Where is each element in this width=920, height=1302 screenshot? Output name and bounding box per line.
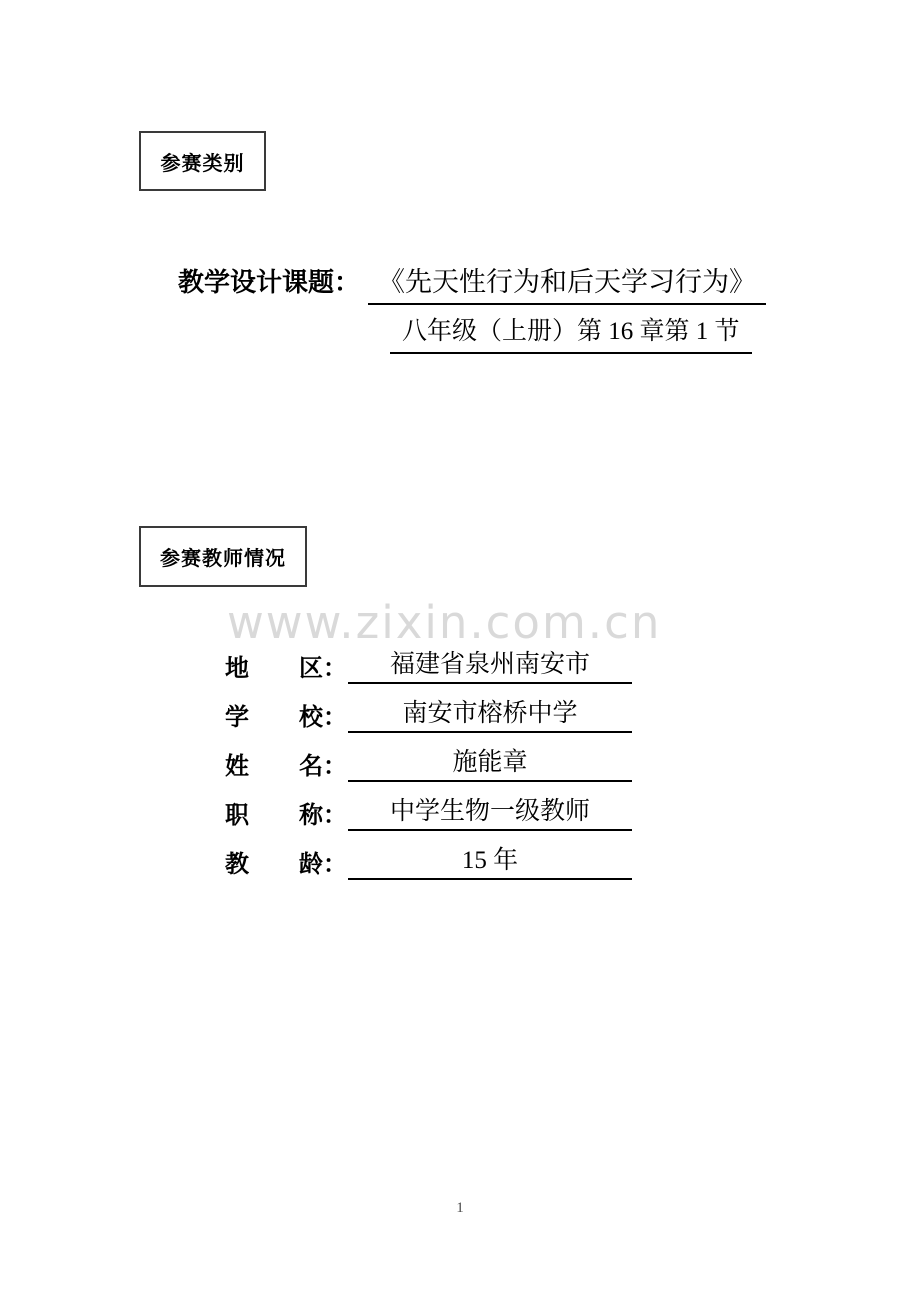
- title-label: 教学设计课题：: [178, 267, 361, 297]
- form-row-title-rank: [225, 793, 635, 831]
- form-value-school: 南安市榕桥中学: [348, 695, 632, 733]
- form-label-name-char2: 名：: [299, 752, 347, 780]
- form-label-region-char2: 区：: [299, 654, 347, 682]
- form-label-teaching-years: [225, 842, 347, 880]
- title-subtitle: 八年级（上册）第 16 章第 1 节: [390, 311, 752, 354]
- teacher-info-box: [139, 526, 307, 587]
- form-label-name-char1: 姓: [225, 752, 249, 780]
- watermark-text: www.zixin.com.cn: [227, 596, 662, 649]
- form-value-region: 福建省泉州南安市: [348, 646, 632, 684]
- title-line: [178, 260, 766, 305]
- teacher-info-box-label: 参赛教师情况: [160, 548, 286, 570]
- form-value-name: 施能章: [348, 744, 632, 782]
- category-box: [139, 131, 266, 191]
- form-label-school-char2: 校：: [299, 703, 347, 731]
- page-number: 1: [456, 1200, 464, 1216]
- form-label-teaching-years-char2: 龄：: [299, 850, 347, 878]
- form-label-name: [225, 744, 347, 782]
- form-label-title-rank-char2: 称：: [299, 801, 347, 829]
- form-label-region-char1: 地: [225, 654, 249, 682]
- form-label-title-rank-char1: 职: [225, 801, 249, 829]
- form-label-school: [225, 695, 347, 733]
- form-row-name: [225, 744, 635, 782]
- form-label-region: [225, 646, 347, 684]
- form-label-title-rank: [225, 793, 347, 831]
- category-box-label: 参赛类别: [160, 152, 245, 175]
- subtitle-line: [390, 311, 752, 354]
- title-course-name: 《先天性行为和后天学习行为》: [368, 260, 766, 305]
- form-value-title-rank: 中学生物一级教师: [348, 793, 632, 831]
- form-label-teaching-years-char1: 教: [225, 850, 249, 878]
- form-row-teaching-years: [225, 842, 635, 880]
- form-row-region: [225, 646, 635, 684]
- form-value-teaching-years: 15 年: [348, 842, 632, 880]
- form-label-school-char1: 学: [225, 703, 249, 731]
- form-row-school: [225, 695, 635, 733]
